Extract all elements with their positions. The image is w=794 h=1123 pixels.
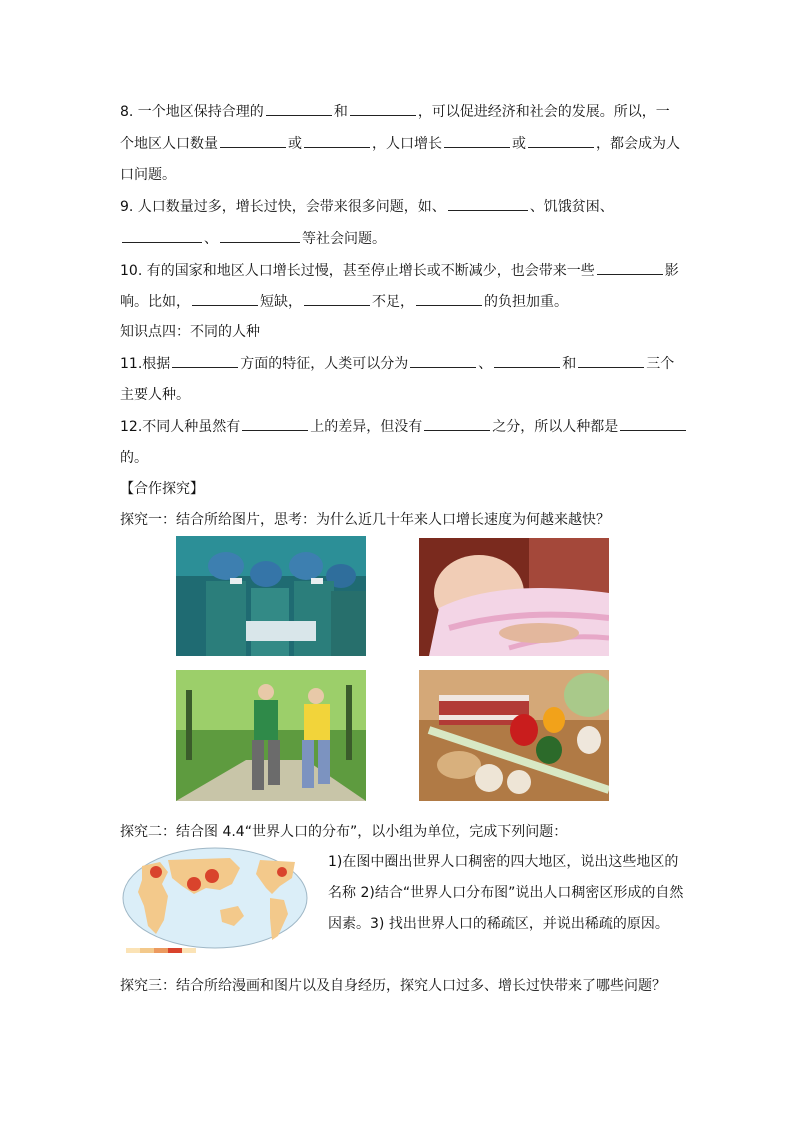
food-photo: [419, 670, 609, 801]
answer-blank[interactable]: [266, 101, 332, 116]
explore-2-task-line1: 1)在图中圈出世界人口稠密的四大地区，说出这些地区的: [328, 854, 679, 870]
answer-blank[interactable]: [304, 133, 370, 148]
answer-blank[interactable]: [192, 291, 258, 306]
q12-line2: 的。: [120, 450, 148, 466]
answer-blank[interactable]: [494, 353, 560, 368]
answer-blank[interactable]: [448, 196, 528, 211]
world-population-map: [120, 844, 310, 962]
explore-3-question: 探究三：结合所给漫画和图片以及自身经历，探究人口过多、增长过快带来了哪些问题？: [120, 978, 666, 994]
q11-line1: 11.根据 方面的特征，人类可以分为 、 和 三个: [120, 353, 674, 374]
surgery-photo: [176, 536, 366, 656]
q9-line1: 9. 人口数量过多，增长过快，会带来很多问题，如、 、饥饿贫困、: [120, 196, 614, 217]
explore-2-question: 探究二：结合图 4.4“世界人口的分布”，以小组为单位，完成下列问题：: [120, 824, 568, 840]
explore-1-question: 探究一：结合所给图片，思考：为什么近几十年来人口增长速度为何越来越快？: [120, 512, 610, 528]
answer-blank[interactable]: [444, 133, 510, 148]
baby-photo: [419, 538, 609, 656]
answer-blank[interactable]: [410, 353, 476, 368]
q9-line2: 、 等社会问题。: [120, 228, 386, 249]
explore-2-task-line2: 名称 2)结合“世界人口分布图”说出人口稠密区形成的自然: [328, 885, 684, 901]
answer-blank[interactable]: [620, 416, 686, 431]
answer-blank[interactable]: [416, 291, 482, 306]
answer-blank[interactable]: [220, 228, 300, 243]
answer-blank[interactable]: [578, 353, 644, 368]
q10-line2: 响。比如， 短缺， 不足， 的负担加重。: [120, 291, 568, 312]
answer-blank[interactable]: [424, 416, 490, 431]
answer-blank[interactable]: [597, 260, 663, 275]
answer-blank[interactable]: [172, 353, 238, 368]
answer-blank[interactable]: [242, 416, 308, 431]
elderly-jogging-photo: [176, 670, 366, 801]
knowledge-point-heading: 知识点四：不同的人种: [120, 324, 260, 340]
q11-line2: 主要人种。: [120, 387, 190, 403]
answer-blank[interactable]: [528, 133, 594, 148]
answer-blank[interactable]: [122, 228, 202, 243]
explore-2-task-line3: 因素。3) 找出世界人口的稀疏区，并说出稀疏的原因。: [328, 916, 669, 932]
answer-blank[interactable]: [304, 291, 370, 306]
q10-line1: 10. 有的国家和地区人口增长过慢，甚至停止增长或不断减少，也会带来一些 影: [120, 260, 679, 281]
section-heading: 【合作探究】: [120, 481, 204, 497]
q8-line2: 个地区人口数量 或 ，人口增长 或 ，都会成为人: [120, 133, 680, 154]
q8-line3: 口问题。: [120, 167, 176, 183]
q8-line1: 8. 一个地区保持合理的 和 ，可以促进经济和社会的发展。所以，一: [120, 101, 670, 122]
answer-blank[interactable]: [220, 133, 286, 148]
answer-blank[interactable]: [350, 101, 416, 116]
q12-line1: 12.不同人种虽然有 上的差异，但没有 之分，所以人种都是: [120, 416, 688, 437]
